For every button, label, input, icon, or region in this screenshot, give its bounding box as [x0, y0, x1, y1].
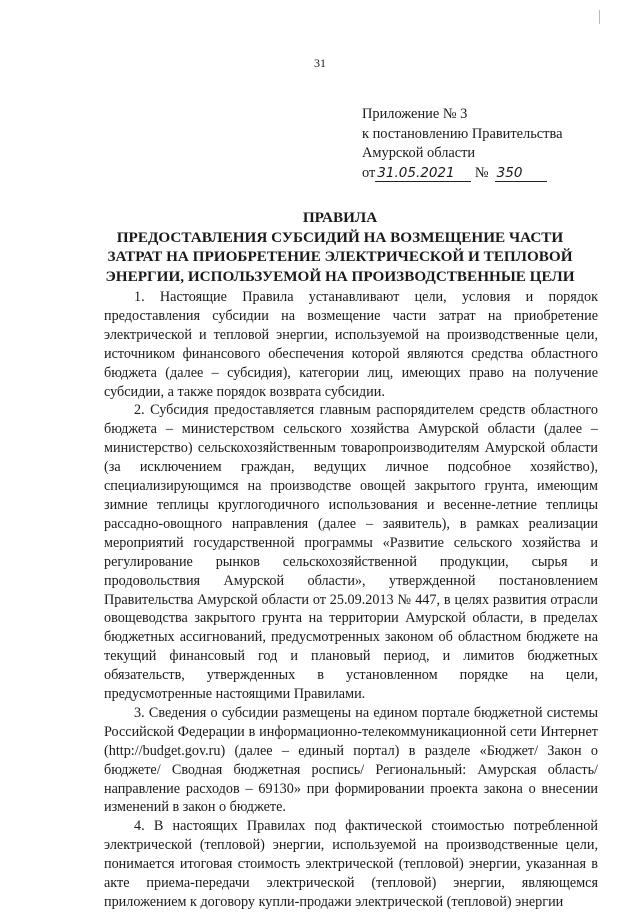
page-number: 31	[314, 56, 326, 70]
paragraph-1: 1. Настоящие Правила устанавливают цели, условия и порядок предоставления субсидии на возмещение части затрат на приобретение электрической и тепловой энергии, используемой на производственные цели, источником финансового обеспечения которой являются средства областного бюджета (далее – субсидия), категории лиц, имеющих право на получение субсидии, а также порядок возврата субсидии.	[104, 289, 598, 400]
document-body	[104, 288, 598, 912]
title-line-1: ПРАВИЛА	[302, 209, 378, 226]
scan-mark	[599, 10, 600, 24]
title-line-4: ЭНЕРГИИ, ИСПОЛЬЗУЕМОЙ НА ПРОИЗВОДСТВЕННЫЕ ЦЕЛИ	[105, 267, 575, 285]
paragraph-3: 3. Сведения о субсидии размещены на едином портале бюджетной системы Российской Федерации в информационно-телекоммуникационной сети Интернет (http://budget.gov.ru) (далее – единый портал) в разделе «Бюджет/ Закон о бюджете/ Сводная бюджетная роспись/ Региональный: Амурская область/ направление расходов – 69130» при формировании проекта закона о внесении изменений в закон о бюджете.	[104, 704, 598, 816]
title-line-3: ЗАТРАТ НА ПРИОБРЕТЕНИЕ ЭЛЕКТРИЧЕСКОЙ И ТЕПЛОВОЙ	[107, 248, 573, 265]
appendix-line-2: к постановлению Правительства	[362, 125, 563, 142]
paragraph-4: 4. В настоящих Правилах под фактической стоимостью потребленной электрической (тепловой) энергии, используемой на производственные цели, понимается итоговая стоимость электрической (тепловой) энергии, указанная в акте приема-передачи электрической (тепловой) энергии, являющемся приложением к договору купли-продажи электрической (тепловой) энергии	[104, 818, 598, 910]
number-prefix: №	[474, 164, 489, 181]
appendix-block	[362, 105, 622, 183]
title-line-2: ПРЕДОСТАВЛЕНИЯ СУБСИДИЙ НА ВОЗМЕЩЕНИЕ ЧАСТИ	[116, 228, 564, 246]
date-prefix: от	[362, 164, 376, 181]
document-title	[60, 208, 620, 286]
handwritten-number: 350	[495, 166, 547, 182]
appendix-line-3: Амурской области	[362, 145, 476, 161]
paragraph-2: 2. Субсидия предоставляется главным распорядителем средств областного бюджета – министерством сельского хозяйства Амурской области (далее – министерство) сельскохозяйственным товаропроизводителям Амурской области (за исключением граждан, ведущих личное подсобное хозяйство), специализирующимся на производстве овощей закрытого грунта, имеющим зимние теплицы круглогодичного использования и весенне-летние теплицы рассадно-овощного направления (далее – заявитель), в рамках реализации мероприятий государственной программы «Развитие сельского хозяйства и регулирование рынков сельскохозяйственной продукции, сырья и продовольствия Амурской области», утвержденной постановлением Правительства Амурской области от 25.09.2013 № 447, в целях развития отрасли овощеводства закрытого грунта на территории Амурской области, в пределах бюджетных ассигнований, предусмотренных законом об областном бюджете на текущий финансовый год и плановый период, и лимитов бюджетных обязательств, утвержденных в установленном порядке на цели, предусмотренные настоящими Правилами.	[104, 402, 598, 703]
handwritten-date: 31.05.2021	[375, 166, 471, 182]
appendix-line-1: Приложение № 3	[362, 106, 468, 122]
appendix-date-line	[362, 164, 622, 184]
